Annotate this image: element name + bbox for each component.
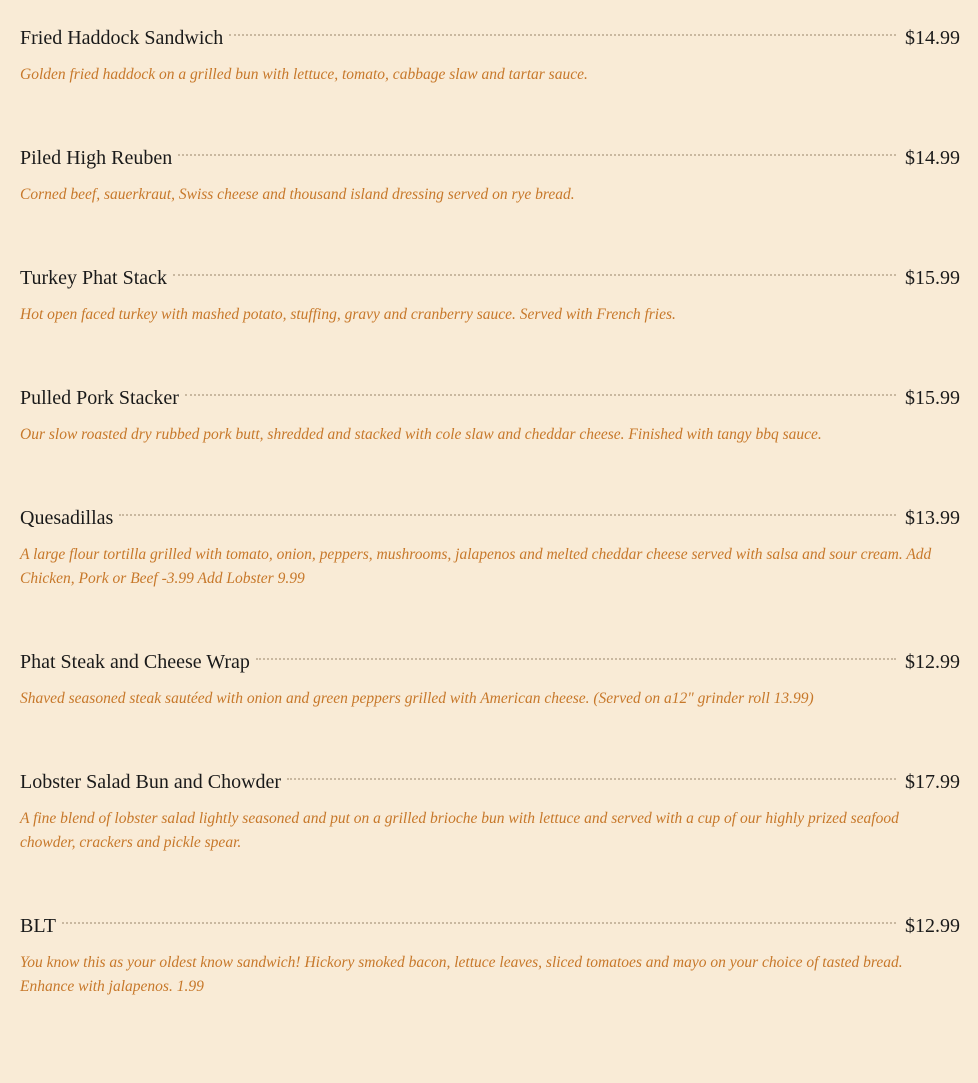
dotted-leader [173,274,896,276]
menu-item-name: BLT [20,915,56,937]
menu-item[interactable] [20,911,960,999]
menu-item-name: Piled High Reuben [20,147,173,169]
dotted-leader [62,922,896,924]
dotted-leader [178,154,896,156]
menu-item-header [20,263,960,293]
dotted-leader [256,658,896,660]
menu-item-header [20,911,960,941]
menu-item-price: $15.99 [905,387,960,409]
menu-item-description: Shaved seasoned steak sautéed with onion and green peppers grilled with American cheese. (Served on a12" grinder roll 13.99) [20,690,814,707]
dotted-leader [229,34,896,36]
menu-item-description: Corned beef, sauerkraut, Swiss cheese and thousand island dressing served on rye bread. [20,186,575,203]
menu-item-header [20,647,960,677]
menu-item-name: Turkey Phat Stack [20,267,168,289]
dotted-leader [185,394,896,396]
menu-item[interactable] [20,23,960,87]
menu-item-description: You know this as your oldest know sandwich! Hickory smoked bacon, lettuce leaves, sliced tomatoes and mayo on your choice of tasted bread. Enhance with jalapenos. 1.99 [20,954,903,995]
menu-item-name: Phat Steak and Cheese Wrap [20,651,250,673]
menu-item[interactable] [20,143,960,207]
menu-item-name: Pulled Pork Stacker [20,387,179,409]
menu-item-description: Golden fried haddock on a grilled bun with lettuce, tomato, cabbage slaw and tartar sauce. [20,66,588,83]
dotted-leader [119,514,896,516]
menu-item-price: $17.99 [905,771,960,793]
menu-item-header [20,23,960,53]
menu-item-header [20,383,960,413]
menu-item-name: Quesadillas [20,507,114,529]
menu-item[interactable] [20,383,960,447]
menu-item-name: Fried Haddock Sandwich [20,27,224,49]
menu-item[interactable] [20,767,960,855]
menu-item-header [20,143,960,173]
menu-item[interactable] [20,503,960,591]
menu-item-description: Our slow roasted dry rubbed pork butt, shredded and stacked with cole slaw and cheddar cheese. Finished with tangy bbq sauce. [20,426,822,443]
menu-item-name: Lobster Salad Bun and Chowder [20,771,282,793]
menu-item-description: A large flour tortilla grilled with tomato, onion, peppers, mushrooms, jalapenos and melted cheddar cheese served with salsa and sour cream. Add Chicken, Pork or Beef -3.99 Add Lobster 9.99 [20,546,932,587]
menu-item-description: Hot open faced turkey with mashed potato, stuffing, gravy and cranberry sauce. Served with French fries. [20,306,676,323]
menu-item-price: $12.99 [905,651,960,673]
dotted-leader [287,778,896,780]
menu-item-price: $14.99 [905,27,960,49]
menu-item-price: $14.99 [905,147,960,169]
menu-item-header [20,503,960,533]
menu-item-price: $12.99 [905,915,960,937]
menu-item[interactable] [20,647,960,711]
menu-item-description: A fine blend of lobster salad lightly seasoned and put on a grilled brioche bun with lettuce and served with a cup of our highly prized seafood chowder, crackers and pickle spear. [20,810,899,851]
menu-item[interactable] [20,263,960,327]
menu-item-price: $13.99 [905,507,960,529]
menu-item-header [20,767,960,797]
menu-item-price: $15.99 [905,267,960,289]
